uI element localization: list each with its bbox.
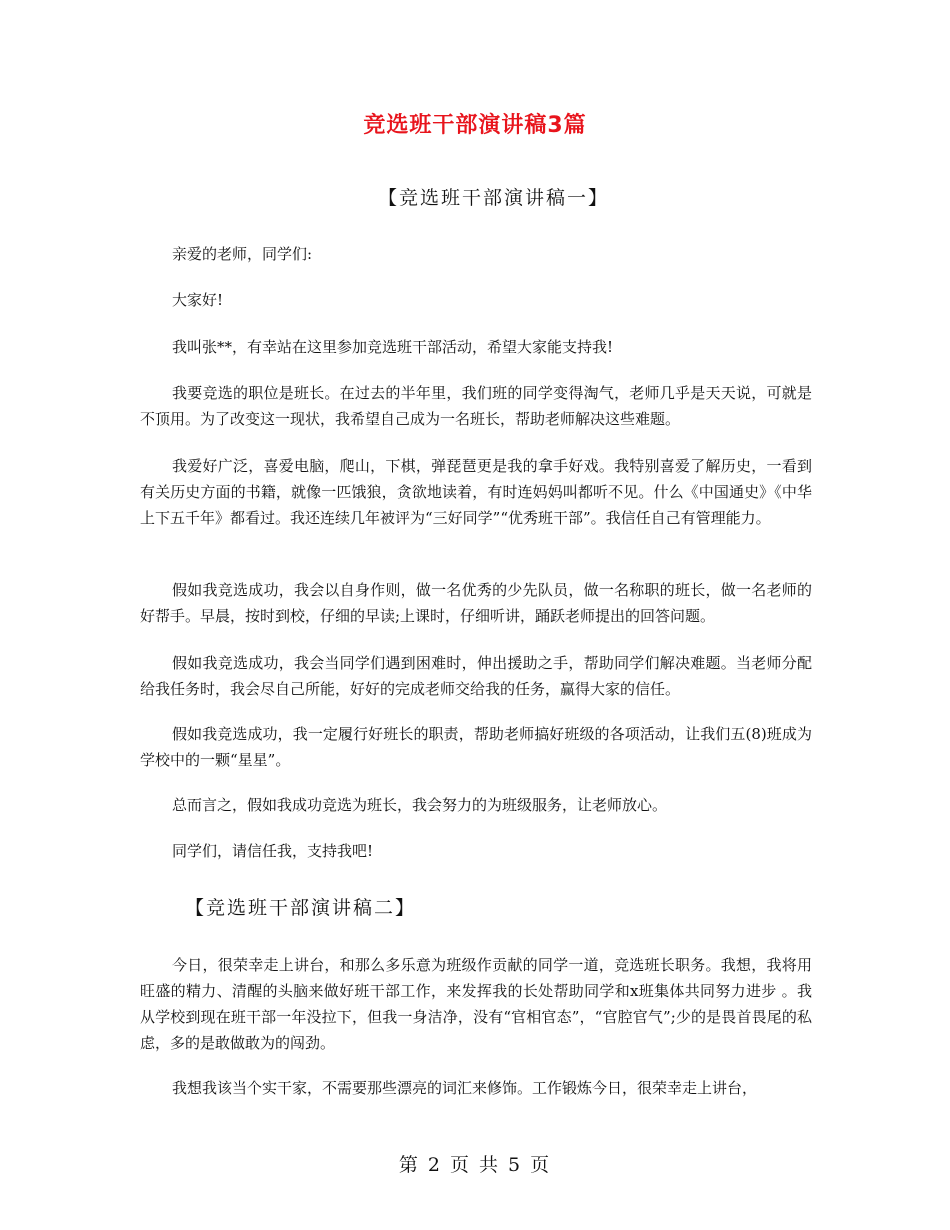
paragraph: 亲爱的老师，同学们:: [172, 245, 313, 263]
paragraph: 大家好!: [172, 291, 224, 309]
document-title: 竞选班干部演讲稿3篇: [363, 113, 587, 138]
paragraph: 今日，很荣幸走上讲台，和那么多乐意为班级作贡献的同学一道，竞选班长职务。我想，我将用旺盛的精力、清醒的头脑来做好班干部工作，来发挥我的长处帮助同学和x班集体共同努力进步 。我从学校到现在班干部一年没拉下，但我一身洁净，没有“官相官态”，“官腔官气”;少的是畏首畏尾的私虑，多的是敢做敢为的闯劲。: [140, 956, 812, 1052]
section-heading-1: 【竞选班干部演讲稿一】: [378, 187, 610, 209]
paragraph: 我叫张**，有幸站在这里参加竞选班干部活动，希望大家能支持我!: [172, 338, 614, 356]
page-number-footer: 第 2 页 共 5 页: [398, 1154, 552, 1176]
paragraph: 我爱好广泛，喜爱电脑，爬山，下棋，弹琵琶更是我的拿手好戏。我特别喜爱了解历史，一看到有关历史方面的书籍，就像一匹饿狼，贪欲地读着，有时连妈妈叫都听不见。什么《中国通史》《中华上下五千年》都看过。我还连续几年被评为“三好同学”“优秀班干部”。我信任自己有管理能力。: [140, 457, 812, 527]
paragraph: 同学们，请信任我，支持我吧!: [172, 842, 374, 860]
paragraph: 我想我该当个实干家，不需要那些漂亮的词汇来修饰。工作锻炼今日，很荣幸走上讲台，: [172, 1079, 758, 1097]
paragraph: 假如我竞选成功，我一定履行好班长的职责，帮助老师搞好班级的各项活动，让我们五(8)班成为学校中的一颗“星星”。: [140, 725, 812, 769]
paragraph: 假如我竞选成功，我会以自身作则，做一名优秀的少先队员，做一名称职的班长，做一名老师的好帮手。早晨，按时到校，仔细的早读;上课时，仔细听讲，踊跃老师提出的回答问题。: [140, 581, 812, 625]
section-heading-2: 【竞选班干部演讲稿二】: [185, 897, 417, 919]
paragraph: 我要竞选的职位是班长。在过去的半年里，我们班的同学变得淘气，老师几乎是天天说，可就是不顶用。为了改变这一现状，我希望自己成为一名班长，帮助老师解决这些难题。: [140, 384, 812, 428]
paragraph: 总而言之，假如我成功竞选为班长，我会努力的为班级服务，让老师放心。: [172, 796, 668, 814]
paragraph: 假如我竞选成功，我会当同学们遇到困难时，伸出援助之手，帮助同学们解决难题。当老师分配给我任务时，我会尽自己所能，好好的完成老师交给我的任务，赢得大家的信任。: [140, 654, 812, 698]
